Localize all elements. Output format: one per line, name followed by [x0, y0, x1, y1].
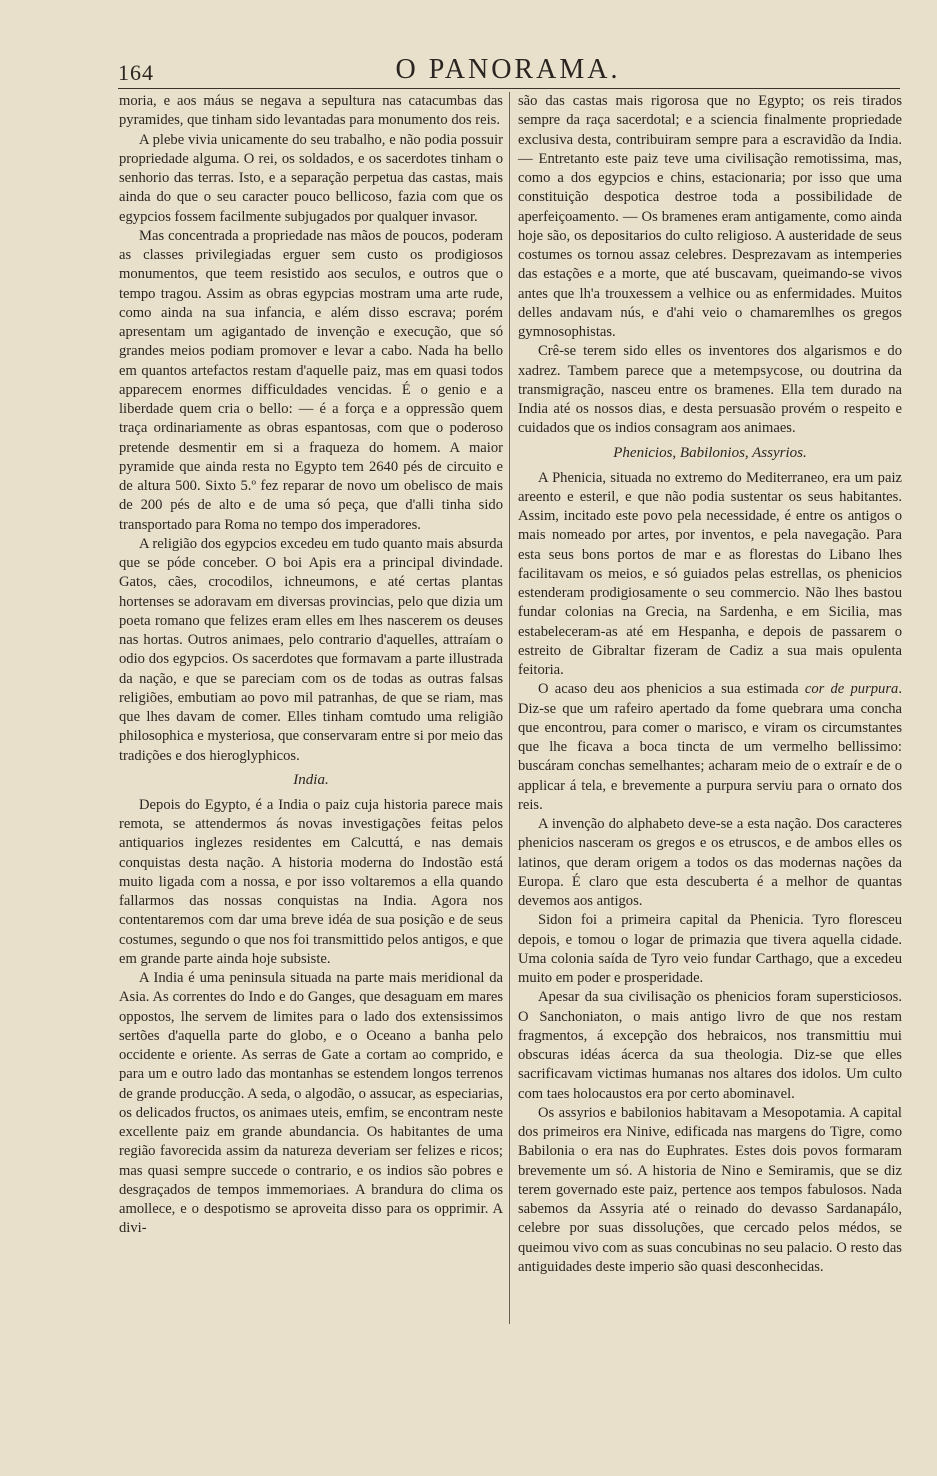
paragraph-text: . Diz-se que um rafeiro apertado da fome quebrara uma concha que encontrou, para comer o marisco, e viram os circumstantes que lhe ficava a boca tincta de um vermelho bellissimo: buscáram conchas semelhantes; acharam meio de o extraír e de o applicar á tela, e brevemente a purpura serviu para o ornato dos reis. — [518, 681, 902, 813]
italic-term: cor de purpura — [804, 681, 899, 698]
paragraph: Depois do Egypto, é a India o paiz cuja historia parece mais remota, se attendermos ás novas investigações feitas pelos antiquarios inglezes residentes em Calcuttá, e nas demais conquistas desta nação. A historia moderna do Indostão está muito ligada com a nossa, e por isso voltaremos a ella quando fallarmos das nossas conquistas na India. Agora nos contentaremos com dar uma breve idéa de sua posição e de seus costumes, segundo o que nos foi transmittido pelos antigos, e que em grande parte ainda hoje subsiste. — [119, 796, 503, 967]
paragraph: Os assyrios e babilonios habitavam a Mesopotamia. A capital dos primeiros era Ninive, edificada nas margens do Tigre, como Babilonia o era nas do Euphrates. Estes dois povos formaram brevemente um só. A historia de Nino e Semiramis, que se diz terem governado este paiz, pertence aos tempos fabulosos. Nada sabemos da Assyria até o reinado do devasso Sardanapálo, celebre por suas dissoluções, que cercado pelos médos, se queimou vivo com as suas concubinas no seu palacio. O resto das antiguidades deste imperio são quasi desconhecidas. — [518, 1104, 902, 1275]
paragraph — [518, 680, 902, 815]
paragraph: são das castas mais rigorosa que no Egypto; os reis tirados sempre da raça sacerdotal; e a sciencia finalmente propriedade exclusiva desta, contribuiram sempre para a escravidão da India. — Entretanto este paiz teve uma civilisação remotissima, mas, como a dos egypcios e chins, estacionaria; por isso que uma constituição despotica destroe toda a possibilidade de aperfeiçoamento. — Os bramenes eram antigamente, como ainda hoje são, os depositarios do culto religioso. A austeridade de seus costumes os tornou assaz celebres. Desprezavam as intemperies das estações e a morte, que até buscavam, queimando-se vivos antes que lh'a trouxessem a velhice ou as enfermidades. Muitos delles andavam nús, e d'ahi veio o chamaremlhes os gregos gymnosophistas. — [518, 93, 902, 340]
paragraph: A plebe vivia unicamente do seu trabalho, e não podia possuir propriedade alguma. O rei, os soldados, e os sacerdotes tinham o senhorio das terras. Isto, e a separação perpetua das castas, mais ainda do que o seu caracter pouco bellicoso, fazia com que os egypcios fossem facilmente subjugados por qualquer invasor. — [119, 131, 503, 225]
paragraph: Sidon foi a primeira capital da Phenicia. Tyro floresceu depois, e tomou o logar de primazia que tivera aquella cidade. Uma colonia saída de Tyro veio fundar Carthago, que a excedeu muito em poder e prosperidade. — [518, 912, 902, 986]
paragraph: moria, e aos máus se negava a sepultura nas catacumbas das pyramides, que tinham sido levantadas para monumento dos reis. — [119, 93, 503, 129]
paragraph: A religião dos egypcios excedeu em tudo quanto mais absurda que se póde conceber. O boi Apis era a principal divindade. Gatos, cães, crocodilos, ichneumons, e até certas plantas hortenses se adoravam em diversas provincias, pelo que dizia um poeta romano que felizes eram elles em lhes nascerem os deuses nas hortas. Outros animaes, pelo contrario d'aquelles, attraíam o odio dos egypcios. Os sacerdotes que formavam a parte illustrada da nação, e que se pareciam com os de todas as outras falsas religiões, embutiam ao povo mil patranhas, de que se riam, mas que lhes davam de comer. Elles tinham comtudo uma religião philosophica e mysteriosa, que conservaram entre si por meio das tradições e dos hieroglyphicos. — [119, 535, 503, 764]
page-header — [118, 52, 898, 88]
paragraph-text: O acaso deu aos phenicios a sua estimada — [538, 681, 805, 698]
paragraph: A Phenicia, situada no extremo do Mediterraneo, era um paiz areento e esteril, e que não podia sustentar os seus habitantes. Assim, incitado este povo pela necessidade, é entre os antigos o mais nomeado por artes, por inventos, e pela navegação. Para esta seus bons portos de mar e as florestas do Libano lhes facilitavam os meios, e só guiados pelas estrellas, os phenicios estenderam prodigiosamente o seu commercio. Não lhes bastou fundar colonias na Grecia, na Sardenha, e em Sicilia, mas estabeleceram-as até em Hespanha, e depois de passarem o estreito de Gibraltar fizeram de Cadiz a sua mais opulenta feitoria. — [518, 469, 902, 678]
paragraph: A India é uma peninsula situada na parte mais meridional da Asia. As correntes do Indo e do Ganges, que desaguam em mares oppostos, lhe servem de limites para o lado dos extensissimos sertões d'aquella parte do globo, e o Oceano a banha pelo occidente e oriente. As serras de Gate a cortam ao comprido, e para um e outro lado das montanhas se estendem longos terrenos de grande producção. A seda, o algodão, o assucar, as especiarias, os delicados fructos, os animaes uteis, emfim, se encontram neste excellente paiz em grande abundancia. Os habitantes de uma região favorecida assim da natureza deveriam ser felizes e ricos; mas quasi sempre succede o contrario, e os indios são pobres e desgraçados de tempos immemoriaes. A brandura do clima os amollece, e o despotismo se aproveita disso para os opprimir. A divi- — [119, 970, 503, 1237]
paragraph: A invenção do alphabeto deve-se a esta nação. Dos caracteres phenicios nasceram os gregos e os etruscos, e de ambos elles os latinos, que deram origem a todos os das modernas nações da Europa. É claro que esta descuberta é a melhor de quantas devemos aos antigos. — [518, 816, 902, 909]
paragraph: Apesar da sua civilisação os phenicios foram supersticiosos. O Sanchoniaton, o mais antigo livro de que nos restam fragmentos, á excepção dos hebraicos, nos transmittiu mui obscuras idéas ácerca da sua theologia. Diz-se que elles sacrificavam victimas humanas nos altares dos idolos. Um culto com taes holocaustos era por certo abominavel. — [518, 989, 902, 1102]
right-column — [518, 92, 902, 1277]
section-heading-phenicios: Phenicios, Babilonios, Assyrios. — [613, 444, 807, 461]
left-column — [119, 92, 503, 1239]
section-heading-india: India. — [293, 771, 329, 788]
header-rule — [118, 88, 900, 89]
column-divider — [509, 92, 510, 1324]
paragraph: Crê-se terem sido elles os inventores dos algarismos e do xadrez. Tambem parece que a metempsycose, ou doutrina da transmigração, nasceu entre os bramenes. Ella tem durado na India até os nossos dias, e desta persuasão provém o respeito e cuidados que os indios consagram aos animaes. — [518, 343, 902, 437]
page-number: 164 — [118, 60, 154, 85]
journal-title: O PANORAMA. — [395, 54, 621, 85]
paragraph: Mas concentrada a propriedade nas mãos de poucos, poderam as classes privilegiadas erguer sem custo os prodigiosos monumentos, que teem resistido aos seculos, e outros que o tempo tragou. Assim as obras egypcias mostram uma arte rude, como ainda na sua infancia, e além disso escrava; porém apresentam um agigantado de invenção e execução, que só grandes meios podiam promover e levar a cabo. Nada ha bello em quantos artefactos restam d'aquelle paiz, mas em quasi todos apparecem enormes difficuldades vencidas. É o genio e a liberdade quem cria o bello: — é a força e a oppressão quem traça ordinariamente as obras espantosas, com que o poderoso pretende desmentir em si a fraqueza do homem. A maior pyramide que ainda resta no Egypto tem 2640 pés de circuito e de altura 500. Sixto 5.º fez reparar de novo um obelisco de mais de 200 pés de alto e de uma só peça, que d'alli tinha sido transportado para Roma no tempo dos imperadores. — [119, 227, 503, 533]
